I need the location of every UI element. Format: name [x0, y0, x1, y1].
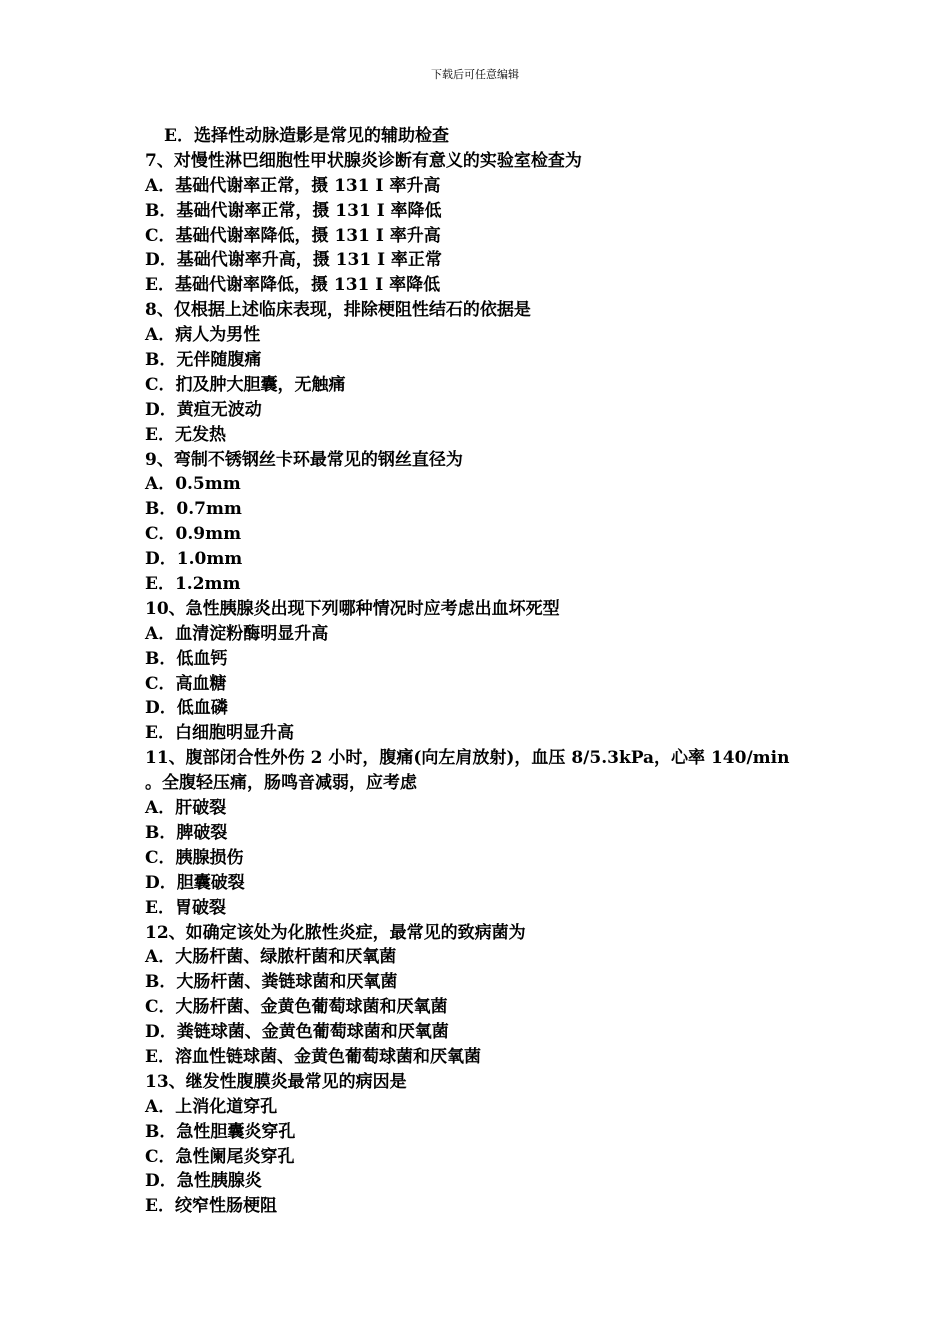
option-a-q8: A．病人为男性 — [145, 325, 261, 346]
question-12: 12、如确定该处为化脓性炎症，最常见的致病菌为 — [145, 922, 526, 943]
option-d-q7: D．基础代谢率升高，摄 131 I 率正常 — [145, 250, 442, 271]
option-a-q10: A．血清淀粉酶明显升高 — [145, 623, 329, 644]
question-11-continued: 。全腹轻压痛，肠鸣音减弱，应考虑 — [145, 773, 417, 794]
question-7: 7、对慢性淋巴细胞性甲状腺炎诊断有意义的实验室检查为 — [145, 150, 582, 171]
option-c-q11: C．胰腺损伤 — [145, 847, 244, 868]
option-c-q8: C．扪及肿大胆囊，无触痛 — [145, 374, 346, 395]
option-e-q6: E．选择性动脉造影是常见的辅助检查 — [164, 126, 449, 146]
option-a-q13: A．上消化道穿孔 — [145, 1096, 278, 1117]
option-d-q8: D．黄疸无波动 — [145, 399, 262, 420]
option-b-q8: B．无伴随腹痛 — [145, 350, 262, 371]
option-c-q9: C．0.9mm — [145, 524, 242, 545]
option-c-q12: C．大肠杆菌、金黄色葡萄球菌和厌氧菌 — [145, 997, 448, 1018]
option-e-q8: E．无发热 — [145, 424, 226, 445]
question-10: 10、急性胰腺炎出现下列哪种情况时应考虑出血坏死型 — [145, 598, 560, 619]
option-b-q7: B．基础代谢率正常，摄 131 I 率降低 — [145, 200, 442, 221]
option-d-q11: D．胆囊破裂 — [145, 872, 245, 893]
option-b-q10: B．低血钙 — [145, 648, 228, 669]
option-a-q7: A．基础代谢率正常，摄 131 I 率升高 — [145, 175, 441, 196]
option-d-q12: D．粪链球菌、金黄色葡萄球菌和厌氧菌 — [145, 1022, 449, 1043]
question-8: 8、仅根据上述临床表现，排除梗阻性结石的依据是 — [145, 300, 531, 321]
question-9: 9、弯制不锈钢丝卡环最常见的钢丝直径为 — [145, 449, 463, 470]
option-e-q9: E．1.2mm — [145, 574, 241, 595]
option-d-q10: D．低血磷 — [145, 698, 228, 719]
option-c-q10: C．高血糖 — [145, 673, 227, 694]
option-d-q9: D．1.0mm — [145, 549, 243, 570]
page-header-note: 下载后可任意编辑 — [431, 68, 519, 81]
option-b-q9: B．0.7mm — [145, 499, 242, 520]
option-e-q11: E．胃破裂 — [145, 897, 226, 918]
option-c-q7: C．基础代谢率降低，摄 131 I 率升高 — [145, 225, 441, 246]
option-e-q12: E．溶血性链球菌、金黄色葡萄球菌和厌氧菌 — [145, 1046, 481, 1067]
option-a-q12: A．大肠杆菌、绿脓杆菌和厌氧菌 — [145, 947, 397, 968]
option-a-q9: A．0.5mm — [145, 474, 241, 495]
option-e-q10: E．白细胞明显升高 — [145, 723, 294, 744]
option-c-q13: C．急性阑尾炎穿孔 — [145, 1146, 295, 1167]
option-b-q13: B．急性胆囊炎穿孔 — [145, 1121, 296, 1142]
document-body — [145, 124, 825, 1219]
option-d-q13: D．急性胰腺炎 — [145, 1171, 262, 1192]
option-e-q7: E．基础代谢率降低，摄 131 I 率降低 — [145, 275, 441, 296]
option-a-q11: A．肝破裂 — [145, 798, 227, 819]
option-b-q11: B．脾破裂 — [145, 822, 228, 843]
question-13: 13、继发性腹膜炎最常见的病因是 — [145, 1071, 407, 1092]
question-11: 11、腹部闭合性外伤 2 小时，腹痛(向左肩放射)，血压 8/5.3kPa，心率 140/min — [145, 748, 790, 769]
option-b-q12: B．大肠杆菌、粪链球菌和厌氧菌 — [145, 972, 398, 993]
option-e-q13: E．绞窄性肠梗阻 — [145, 1196, 277, 1217]
